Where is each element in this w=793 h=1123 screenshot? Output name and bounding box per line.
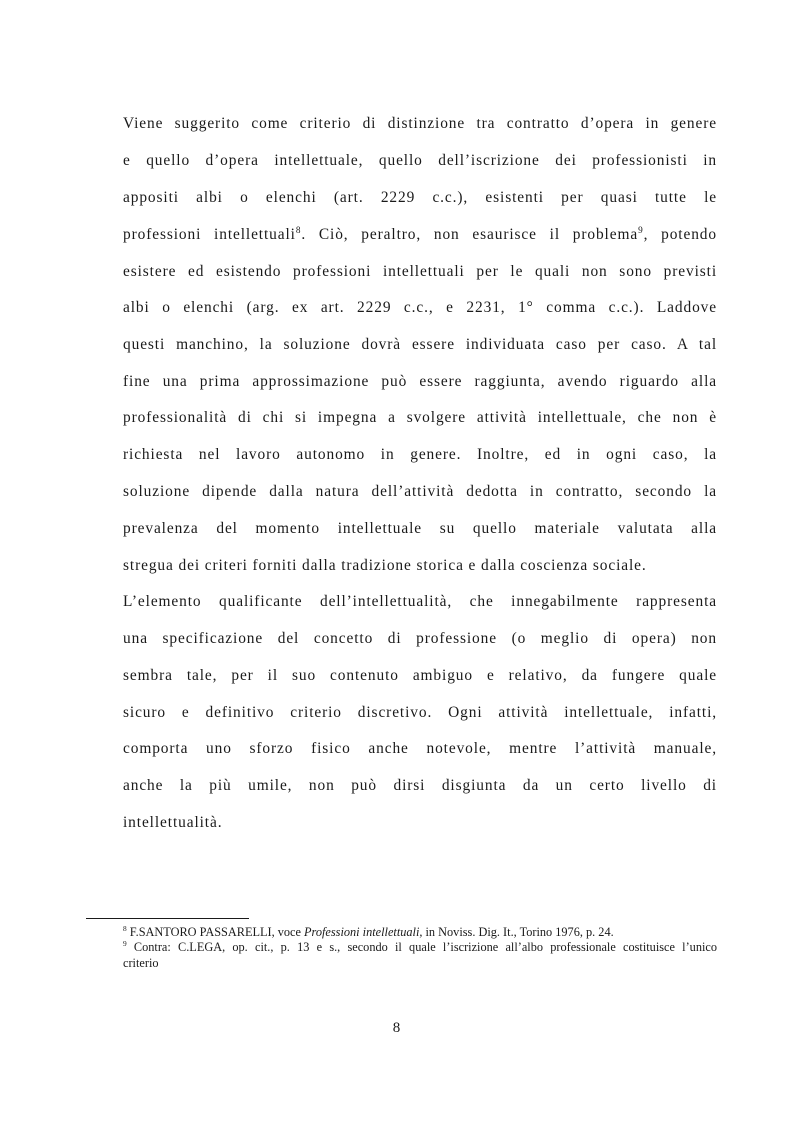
body-line: appositi albi o elenchi (art. 2229 c.c.), esistenti per quasi tutte le [123, 189, 717, 206]
body-text: . Ciò, peraltro, non esaurisce il problema [301, 226, 639, 243]
body-text: professioni intellettuali [123, 226, 296, 243]
body-line: esistere ed esistendo professioni intellettuali per le quali non sono previsti [123, 263, 717, 280]
footnote-mark: 8 [123, 923, 127, 933]
body-line: prevalenza del momento intellettuale su quello materiale valutata alla [123, 520, 717, 537]
body-line: fine una prima approssimazione può essere raggiunta, avendo riguardo alla [123, 373, 717, 390]
body-line: una specificazione del concetto di professione (o meglio di opera) non [123, 630, 717, 647]
body-line: sembra tale, per il suo contenuto ambiguo e relativo, da fungere quale [123, 667, 717, 684]
body-text: , potendo [643, 226, 717, 243]
page-number: 8 [392, 1020, 401, 1036]
footnote-8 [123, 925, 717, 940]
footnote-9-continuation: criterio [123, 956, 159, 970]
footnote-ref-9: 9 [638, 224, 644, 235]
footnote-9 [123, 940, 717, 955]
footnote-text: F.SANTORO PASSARELLI, voce [126, 925, 305, 939]
body-line: e quello d’opera intellettuale, quello dell’iscrizione dei professionisti in [123, 152, 717, 169]
footnote-separator [86, 918, 249, 919]
body-line-with-footnote-marks [123, 225, 717, 245]
body-line: albi o elenchi (arg. ex art. 2229 c.c., e 2231, 1° comma c.c.). Laddove [123, 299, 717, 316]
footnote-ref-8: 8 [295, 224, 302, 235]
body-line: stregua dei criteri forniti dalla tradizione storica e dalla coscienza sociale. [123, 557, 647, 574]
body-line: intellettualità. [123, 814, 223, 831]
body-line: anche la più umile, non può dirsi disgiunta da un certo livello di [123, 777, 717, 794]
body-line: richiesta nel lavoro autonomo in genere. Inoltre, ed in ogni caso, la [123, 446, 717, 463]
footnote-mark: 9 [123, 938, 127, 948]
footnote-title: Professioni intellettuali, [304, 925, 423, 939]
body-line: L’elemento qualificante dell’intellettualità, che innegabilmente rappresenta [123, 593, 717, 610]
body-line: questi manchino, la soluzione dovrà essere individuata caso per caso. A tal [123, 336, 717, 353]
body-line: comporta uno sforzo fisico anche notevole, mentre l’attività manuale, [123, 740, 717, 757]
footnote-text: Contra: C.LEGA, op. cit., p. 13 e s., secondo il quale l’iscrizione all’albo professionale costituisce l’unico [126, 940, 717, 954]
body-line: Viene suggerito come criterio di distinzione tra contratto d’opera in genere [123, 115, 717, 132]
body-line: sicuro e definitivo criterio discretivo. Ogni attività intellettuale, infatti, [123, 704, 717, 721]
body-line: professionalità di chi si impegna a svolgere attività intellettuale, che non è [123, 409, 717, 426]
body-line: soluzione dipende dalla natura dell’attività dedotta in contratto, secondo la [123, 483, 717, 500]
footnote-text: in Noviss. Dig. It., Torino 1976, p. 24. [422, 925, 614, 939]
